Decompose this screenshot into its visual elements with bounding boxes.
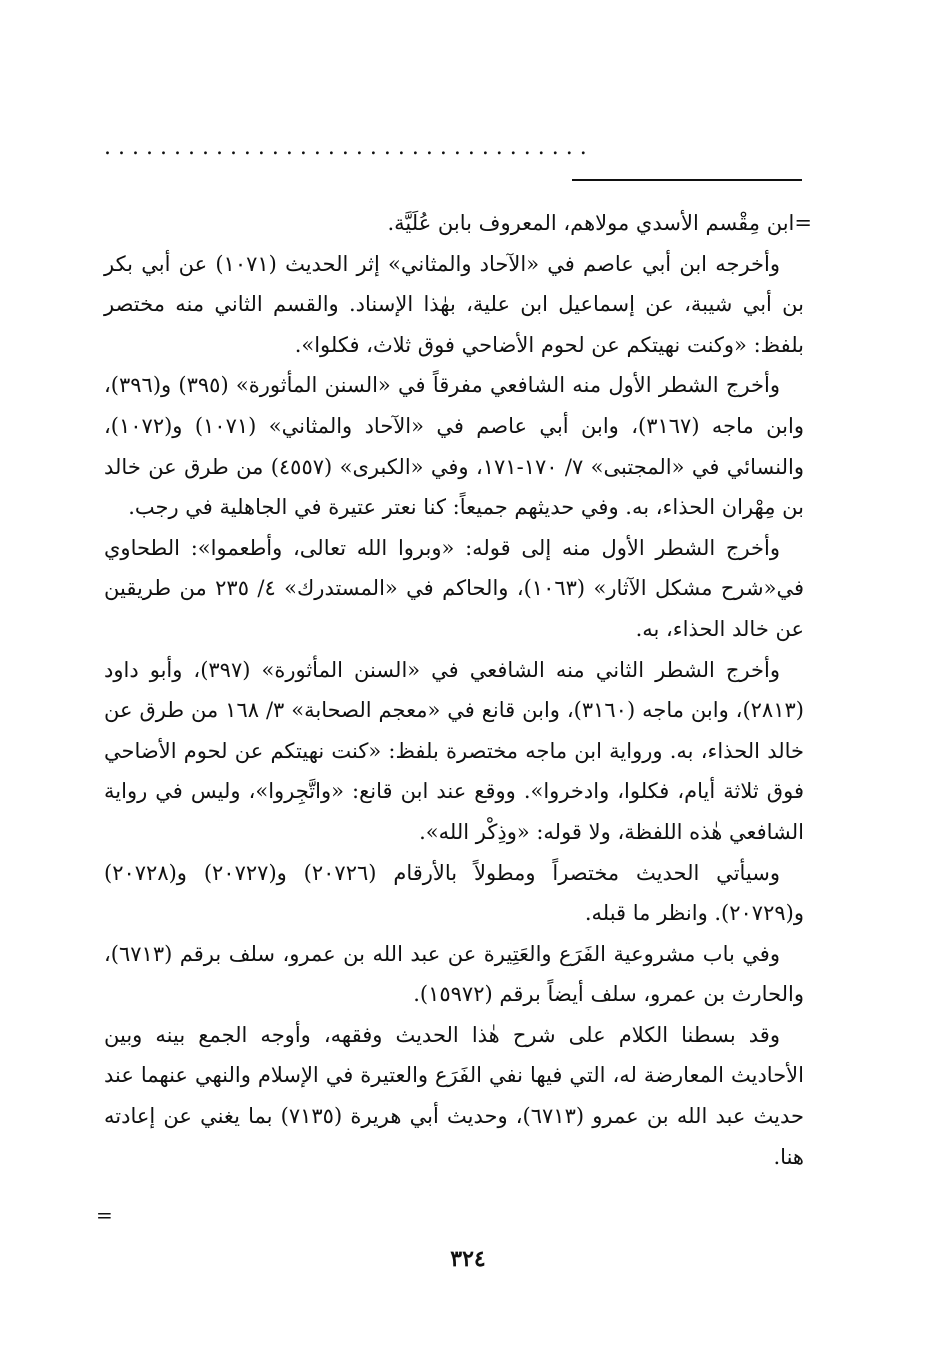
footnote-rule (572, 179, 802, 181)
paragraph: وأخرجه ابن أبي عاصم في «الآحاد والمثاني» إثر الحديث (١٠٧١) عن أبي بكر بن أبي شيبة، عن إسماعيل ابن علية، بهٰذا الإسناد. والقسم الثاني منه مختصر بلفظ: «وكنت نهيتكم عن لحوم الأضاحي فوق ثلاث، فكلوا». (104, 251, 804, 357)
paragraph: وأخرج الشطر الأول منه الشافعي مفرقاً في «السنن المأثورة» (٣٩٥) و(٣٩٦)، وابن ماجه (٣١٦٧)، وابن أبي عاصم في «الآحاد والمثاني» (١٠٧١) و(١٠٧٢)، والنسائي في «المجتبى» ٧/ ١٧٠-١٧١، وفي «الكبرى» (٤٥٥٧) من طرق عن خالد بن مِهْران الحذاء، به. وفي حديثهم جميعاً: كنا نعتر عتيرة في الجاهلية في رجب. (104, 373, 804, 520)
paragraph: وفي باب مشروعية الفَرَع والعَتِيرة عن عبد الله بن عمرو، سلف برقم (٦٧١٣)، والحارث بن عمرو، سلف أيضاً برقم (١٥٩٧٢). (104, 941, 804, 1007)
paragraph: وقد بسطنا الكلام على شرح هٰذا الحديث وفقهه، وأوجه الجمع بينه وبين الأحاديث المعارضة له، التي فيها نفي الفَرَع والعتيرة في الإسلام والنهي عنهما عند حديث عبد الله بن عمرو (٦٧١٣)، وحديث أبي هريرة (٧١٣٥) بما يغني عن إعادته هنا. (104, 1022, 804, 1169)
paragraph: وأخرج الشطر الأول منه إلى قوله: «وبروا الله تعالى، وأطعموا»: الطحاوي في«شرح مشكل الآثار» (١٠٦٣)، والحاكم في «المستدرك» ٤/ ٢٣٥ من طريقين عن خالد الحذاء، به. (104, 535, 804, 641)
dotted-separator: ................................... (104, 138, 594, 158)
page-number: ٣٢٤ (450, 1246, 486, 1272)
continuation-mark: = (96, 1203, 113, 1227)
footnote-text (104, 203, 812, 1177)
paragraph: وسيأتي الحديث مختصراً ومطولاً بالأرقام (٢٠٧٢٦) و(٢٠٧٢٧) و(٢٠٧٢٨) و(٢٠٧٢٩). وانظر ما قبله. (104, 860, 804, 926)
paragraph: وأخرج الشطر الثاني منه الشافعي في «السنن المأثورة» (٣٩٧)، وأبو داود (٢٨١٣)، وابن ماجه (٣١٦٠)، وابن قانع في «معجم الصحابة» ٣/ ١٦٨ من طرق عن خالد الحذاء، به. ورواية ابن ماجه مختصرة بلفظ: «كنت نهيتكم عن لحوم الأضاحي فوق ثلاثة أيام، فكلوا، وادخروا». ووقع عند ابن قانع: «واتَّجِروا»، وليس في رواية الشافعي هٰذه اللفظة، ولا قوله: «وذِكْر الله». (104, 657, 804, 844)
paragraph-continuation: =ابن مِقْسم الأسدي مولاهم، المعروف بابن عُلَيَّة. (387, 211, 812, 235)
